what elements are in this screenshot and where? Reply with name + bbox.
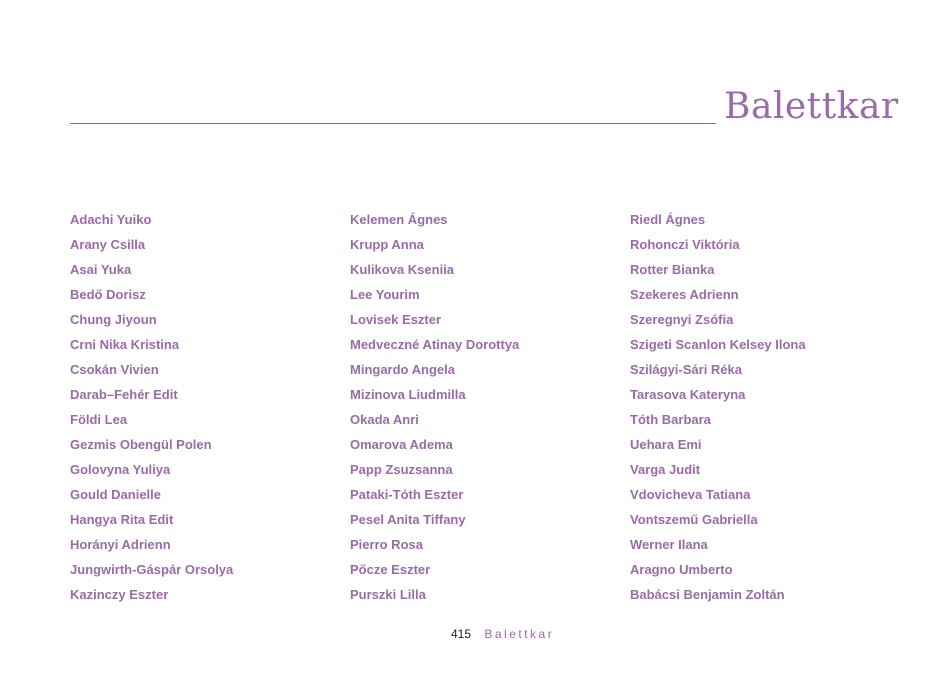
name-entry: Mizinova Liudmilla	[350, 387, 466, 402]
name-entry: Golovyna Yuliya	[70, 462, 171, 477]
name-entry: Medveczné Atinay Dorottya	[350, 337, 520, 352]
name-entry: Pataki-Tóth Eszter	[350, 487, 464, 502]
name-entry: Lovisek Eszter	[350, 312, 442, 327]
name-entry: Kulikova Kseniia	[350, 262, 455, 277]
name-entry: Arany Csilla	[70, 237, 146, 252]
name-entry: Riedl Ágnes	[630, 212, 706, 227]
name-entry: Szigeti Scanlon Kelsey Ilona	[630, 337, 806, 352]
name-entry: Horányi Adrienn	[70, 537, 171, 552]
name-entry: Mingardo Angela	[350, 362, 455, 377]
name-entry: Babácsi Benjamin Zoltán	[630, 587, 785, 602]
name-entry: Tarasova Kateryna	[630, 387, 746, 402]
header-rule	[70, 123, 716, 124]
page-title: Balettkar	[724, 86, 899, 127]
name-entry: Földi Lea	[70, 412, 128, 427]
name-column-1	[70, 210, 233, 610]
name-entry: Purszki Lilla	[350, 587, 426, 602]
name-entry: Szilágyi-Sári Réka	[630, 362, 742, 377]
name-entry: Asai Yuka	[70, 262, 132, 277]
name-entry: Uehara Emi	[630, 437, 702, 452]
name-entry: Rotter Bianka	[630, 262, 715, 277]
name-entry: Rohonczi Viktória	[630, 237, 740, 252]
name-entry: Darab–Fehér Edit	[70, 387, 178, 402]
page-footer	[451, 627, 554, 641]
name-entry: Kelemen Ágnes	[350, 212, 448, 227]
name-entry: Gould Danielle	[70, 487, 162, 502]
name-entry: Varga Judit	[630, 462, 701, 477]
name-entry: Krupp Anna	[350, 237, 424, 252]
page-number: 415	[451, 627, 472, 641]
name-entry: Kazinczy Eszter	[70, 587, 169, 602]
name-entry: Papp Zsuzsanna	[350, 462, 453, 477]
name-entry: Tóth Barbara	[630, 412, 711, 427]
name-entry: Jungwirth-Gáspár Orsolya	[70, 562, 234, 577]
name-entry: Gezmis Obengül Polen	[70, 437, 212, 452]
name-entry: Bedő Dorisz	[70, 287, 146, 302]
name-entry: Vontszemű Gabriella	[630, 512, 758, 527]
name-entry: Vdovicheva Tatiana	[630, 487, 751, 502]
name-entry: Csokán Vivien	[70, 362, 159, 377]
name-entry: Hangya Rita Edit	[70, 512, 174, 527]
name-entry: Crni Nika Kristina	[70, 337, 180, 352]
name-entry: Szeregnyi Zsófia	[630, 312, 734, 327]
name-entry: Adachi Yuiko	[70, 212, 152, 227]
name-entry: Omarova Adema	[350, 437, 453, 452]
name-entry: Okada Anri	[350, 412, 419, 427]
name-entry: Pőcze Eszter	[350, 562, 431, 577]
name-column-3	[630, 210, 806, 610]
name-entry: Lee Yourim	[350, 287, 420, 302]
name-entry: Szekeres Adrienn	[630, 287, 739, 302]
name-entry: Chung Jiyoun	[70, 312, 157, 327]
running-title: Balettkar	[484, 627, 555, 641]
name-entry: Aragno Umberto	[630, 562, 733, 577]
name-entry: Pesel Anita Tiffany	[350, 512, 466, 527]
name-entry: Werner Ilana	[630, 537, 708, 552]
name-column-2	[350, 210, 519, 610]
name-entry: Pierro Rosa	[350, 537, 423, 552]
